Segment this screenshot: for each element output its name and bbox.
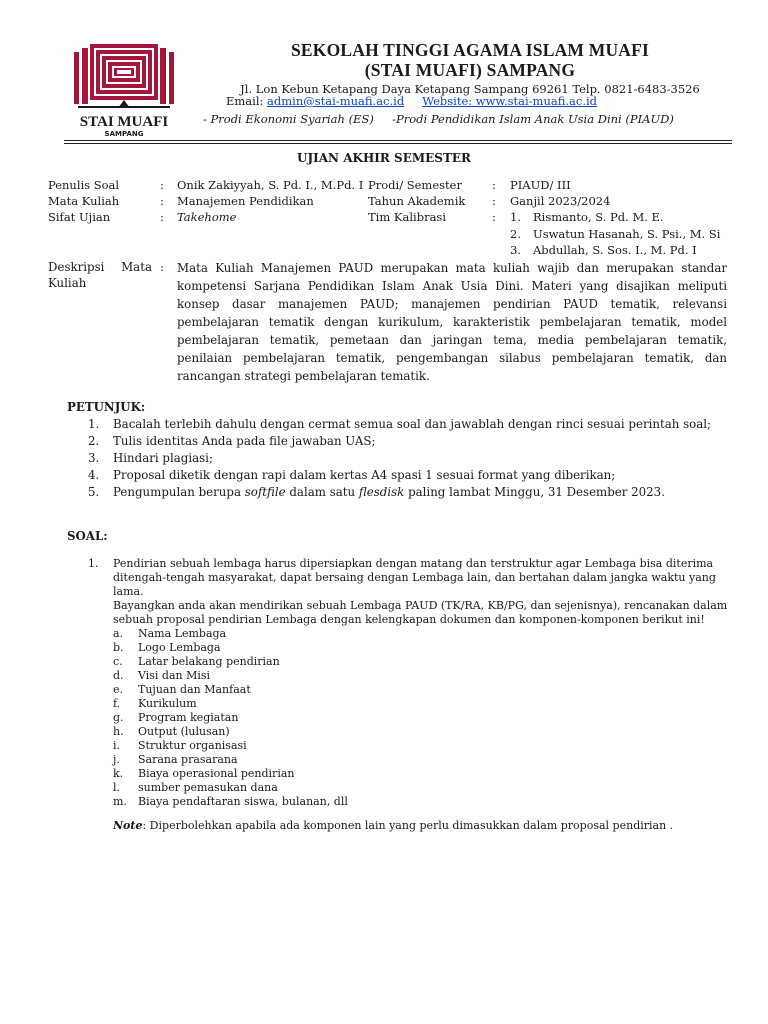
item-letter: m.: [113, 795, 127, 808]
list-item: [113, 711, 728, 725]
item-text: Proposal diketik dengan rapi dalam kertas A4 spasi 1 sesuai format yang diberikan;: [113, 468, 616, 482]
stai-muafi-logo: [68, 42, 180, 138]
list-item: [113, 669, 728, 683]
item-letter: e.: [113, 683, 124, 696]
list-item: [88, 467, 728, 483]
list-item: [113, 627, 728, 641]
list-item: [113, 795, 728, 809]
deskripsi-label: Deskripsi Mata Kuliah: [48, 260, 152, 290]
item-text: Nama Lembaga: [138, 627, 227, 640]
soal-number: 1.: [88, 557, 99, 570]
item-text: Pengumpulan berupa: [113, 485, 245, 499]
tahun-value: Ganjil 2023/2024: [510, 194, 611, 208]
list-item: [113, 655, 728, 669]
email-label: Email:: [226, 94, 264, 108]
note-label: Note: [113, 819, 143, 832]
item-text: Tujuan dan Manfaat: [138, 683, 251, 696]
institution-name: SEKOLAH TINGGI AGAMA ISLAM MUAFI: [290, 40, 650, 60]
item-letter: d.: [113, 669, 124, 682]
logo-name: STAI MUAFI: [79, 114, 169, 130]
item-text: Kurikulum: [138, 697, 197, 710]
penulis-label: Penulis Soal: [48, 178, 120, 192]
item-text: Tulis identitas Anda pada file jawaban UAS;: [113, 434, 376, 448]
penulis-value: Onik Zakiyyah, S. Pd. I., M.Pd. I: [177, 178, 364, 192]
item-text: Struktur organisasi: [138, 739, 247, 752]
item-number: 3.: [88, 451, 100, 465]
matkul-label: Mata Kuliah: [48, 194, 120, 208]
colon: :: [160, 260, 164, 274]
logo-subtitle: SAMPANG: [104, 130, 144, 138]
note: [113, 819, 728, 833]
list-item: [88, 484, 728, 500]
sifat-value: Takehome: [177, 210, 237, 224]
prodi-label: Prodi/ Semester: [368, 178, 462, 192]
item-text: Latar belakang pendirian: [138, 655, 280, 668]
list-item: [113, 739, 728, 753]
colon: :: [160, 178, 164, 192]
website-link[interactable]: Website: www.stai-muafi.ac.id: [422, 94, 598, 108]
item-letter: c.: [113, 655, 123, 668]
tim-number: 3.: [510, 243, 521, 257]
item-text: Biaya operasional pendirian: [138, 767, 295, 780]
institution-short-name: (STAI MUAFI) SAMPANG: [364, 60, 576, 80]
item-text-italic: flesdisk: [358, 485, 405, 499]
list-item: [88, 416, 728, 432]
list-item: [88, 433, 728, 449]
tim-number: 2.: [510, 227, 521, 241]
list-item: [88, 450, 728, 466]
item-letter: g.: [113, 711, 124, 724]
letterhead-divider: [64, 140, 732, 141]
item-text-italic: softfile: [244, 485, 286, 499]
institution-address: Jl. Lon Kebun Ketapang Daya Ketapang Sampang 69261 Telp. 0821-6483-3526: [240, 82, 700, 96]
item-number: 5.: [88, 485, 100, 499]
tim-member: Rismanto, S. Pd. M. E.: [533, 210, 664, 224]
colon: :: [160, 210, 164, 224]
tahun-label: Tahun Akademik: [368, 194, 466, 208]
exam-title: UJIAN AKHIR SEMESTER: [296, 151, 471, 165]
item-letter: b.: [113, 641, 124, 654]
item-text: Hindari plagiasi;: [113, 451, 213, 465]
tim-member: Uswatun Hasanah, S. Psi., M. Si: [533, 227, 721, 241]
soal-heading: SOAL:: [67, 529, 108, 543]
tim-member: Abdullah, S. Sos. I., M. Pd. I: [533, 243, 697, 257]
item-number: 1.: [88, 417, 100, 431]
item-text: Bacalah terlebih dahulu dengan cermat semua soal dan jawablah dengan rinci sesuai perintah soal;: [113, 417, 712, 431]
email-link[interactable]: admin@stai-muafi.ac.id: [267, 94, 405, 108]
letterhead-divider-thin: [64, 143, 732, 144]
soal-block: [88, 557, 728, 833]
prodi-value: PIAUD/ III: [510, 178, 571, 192]
item-text: Logo Lembaga: [138, 641, 221, 654]
item-text: Output (lulusan): [138, 725, 230, 738]
item-text: paling lambat Minggu, 31 Desember 2023.: [404, 485, 665, 499]
item-text: Program kegiatan: [138, 711, 239, 724]
item-letter: h.: [113, 725, 124, 738]
item-letter: f.: [113, 697, 121, 710]
item-number: 2.: [88, 434, 100, 448]
list-item: [113, 767, 728, 781]
petunjuk-list: [88, 416, 728, 501]
note-text: : Diperbolehkan apabila ada komponen lain yang perlu dimasukkan dalam proposal pendirian .: [142, 819, 674, 832]
list-item: [113, 781, 728, 795]
sifat-label: Sifat Ujian: [48, 210, 111, 224]
list-item: [113, 641, 728, 655]
item-letter: k.: [113, 767, 124, 780]
tim-number: 1.: [510, 210, 521, 224]
soal-components-list: [113, 627, 728, 809]
colon: :: [160, 194, 164, 208]
list-item: [113, 753, 728, 767]
tim-label: Tim Kalibrasi: [368, 210, 447, 224]
item-text: Biaya pendaftaran siswa, bulanan, dll: [138, 795, 348, 808]
item-text: Sarana prasarana: [138, 753, 238, 766]
item-text: dalam satu: [285, 485, 359, 499]
deskripsi-text: Mata Kuliah Manajemen PAUD merupakan mata kuliah wajib dan merupakan standar kompetensi Sarjana Pendidikan Islam Anak Usia Dini. Materi yang disajikan meliputi konsep dasar manajemen PAUD; manajemen pendirian PAUD tematik, relevansi pembelajaran tematik dengan kurikulum, karakteristik pembelajaran tematik, model pembelajaran tematik, pemetaan dan jaringan tema, media pembelajaran tematik, penilaian pembelajaran tematik, pengembangan silabus pembelajaran tematik, dan rancangan strategi pembelajaran tematik.: [177, 261, 727, 383]
contact-line: [226, 94, 597, 108]
item-text: sumber pemasukan dana: [138, 781, 278, 794]
colon: :: [492, 210, 496, 224]
item-number: 4.: [88, 468, 100, 482]
letterhead: [190, 40, 750, 97]
petunjuk-heading: PETUNJUK:: [67, 400, 146, 414]
item-letter: l.: [113, 781, 121, 794]
colon: :: [492, 178, 496, 192]
item-text: Visi dan Misi: [138, 669, 211, 682]
soal-paragraph: Pendirian sebuah lembaga harus dipersiapkan dengan matang dan terstruktur agar Lembaga bisa diterima ditengah-tengah masyarakat, dapat bersaing dengan Lembaga lain, dan bertahan dalam jangka waktu yang lama.: [113, 557, 716, 598]
item-letter: i.: [113, 739, 121, 752]
item-letter: j.: [113, 753, 120, 766]
list-item: [113, 683, 728, 697]
colon: :: [492, 194, 496, 208]
matkul-value: Manajemen Pendidikan: [177, 194, 314, 208]
item-letter: a.: [113, 627, 124, 640]
soal-paragraph: Bayangkan anda akan mendirikan sebuah Lembaga PAUD (TK/RA, KB/PG, dan sejenisnya), rencanakan dalam sebuah proposal pendirian Lembaga dengan kelengkapan dokumen dan komponen-komponen berikut ini!: [113, 599, 728, 626]
list-item: [113, 697, 728, 711]
prodi-list: - Prodi Ekonomi Syariah (ES) -Prodi Pendidikan Islam Anak Usia Dini (PIAUD): [203, 112, 674, 126]
list-item: [113, 725, 728, 739]
